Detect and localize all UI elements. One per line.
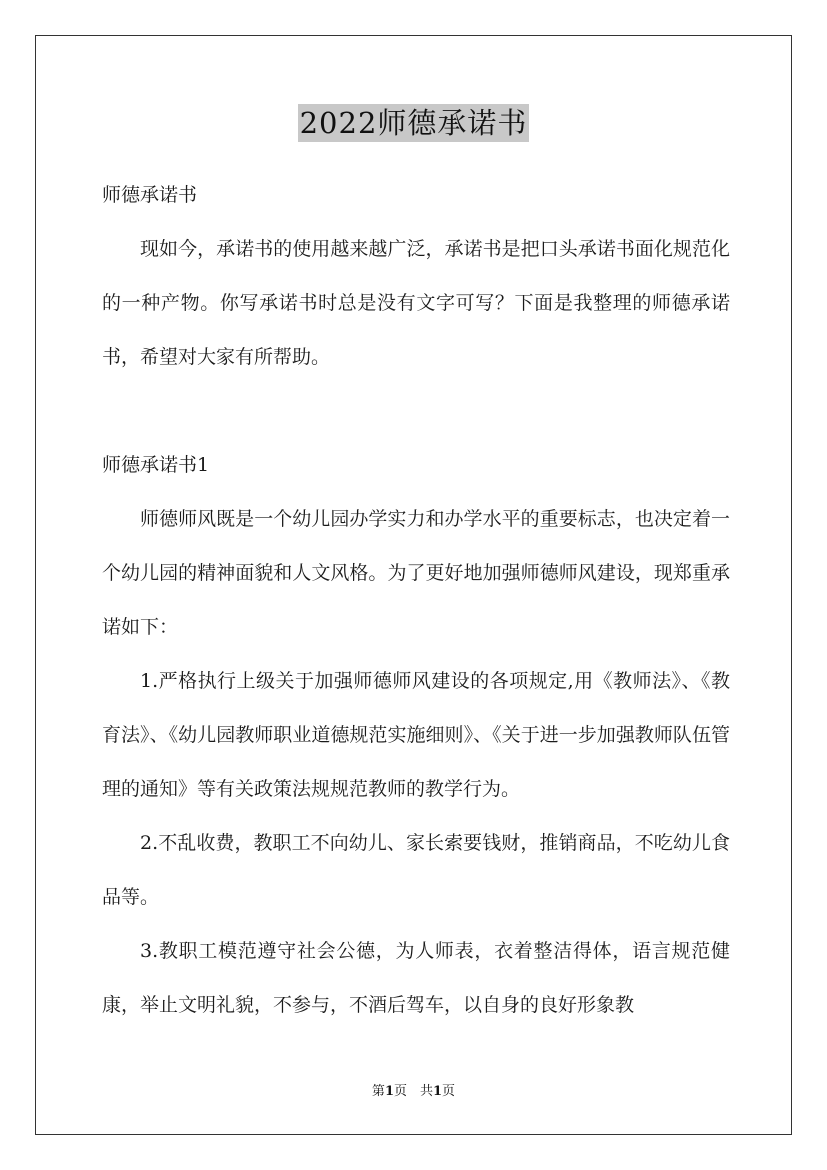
commitment-item-3: 3.教职工模范遵守社会公德，为人师表，衣着整洁得体，语言规范健康，举止文明礼貌，不参与，不酒后驾车，以自身的良好形象教 [102,940,730,1016]
commitment-item-1: 1.严格执行上级关于加强师德师风建设的各项规定,用《教师法》、《教育法》、《幼儿园教师职业道德规范实施细则》、《关于进一步加强教师队伍管理的通知》等有关政策法规规范教师的教学行为。 [102,670,730,800]
intro-paragraph: 现如今，承诺书的使用越来越广泛，承诺书是把口头承诺书面化规范化的一种产物。你写承诺书时总是没有文字可写？下面是我整理的师德承诺书，希望对大家有所帮助。 [102,238,730,368]
paragraph-spacer [102,384,730,438]
page-number-suffix: 页 [442,1084,456,1099]
commitment-item-2: 2.不乱收费，教职工不向幼儿、家长索要钱财，推销商品，不吃幼儿食品等。 [102,832,730,908]
page-number-mid: 页 共 [393,1084,433,1099]
document-body [102,168,730,1032]
page-number-total: 1 [433,1084,443,1099]
section-intro-paragraph: 师德师风既是一个幼儿园办学实力和办学水平的重要标志，也决定着一个幼儿园的精神面貌和人文风格。为了更好地加强师德师风建设，现郑重承诺如下： [102,508,730,638]
page-number-current: 1 [384,1084,394,1099]
intro-heading: 师德承诺书 [102,184,198,206]
page-footer [0,1083,827,1101]
document-title: 2022师德承诺书 [299,106,528,140]
page-number-prefix: 第 [371,1084,385,1099]
title-container [0,104,827,142]
section-heading: 师德承诺书1 [102,454,210,476]
